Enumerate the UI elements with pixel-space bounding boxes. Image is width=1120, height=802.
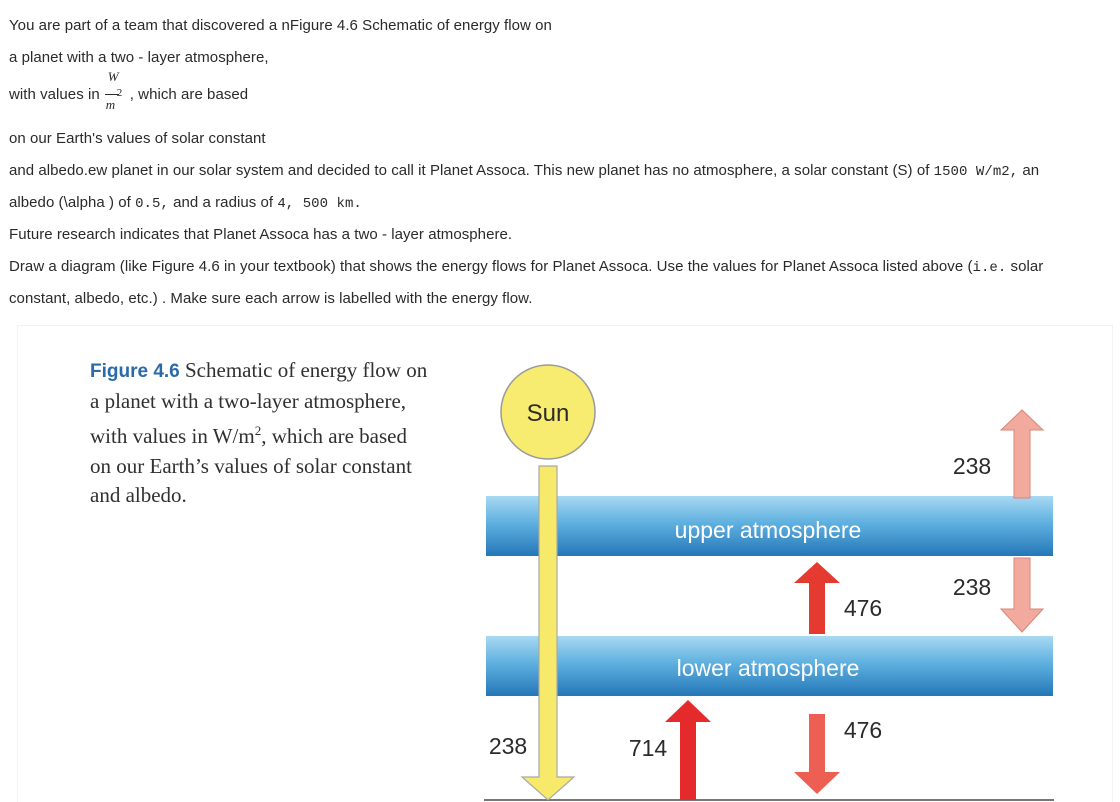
figure-caption-line-2: a planet with a two-layer atmosphere, [90,388,407,413]
figure-caption-line-4: on our Earth’s values of solar constant [90,453,412,478]
question-line-9: constant, albedo, etc.) . Make sure each arrow is labelled with the energy flow. [9,290,533,307]
question-line-6 [9,194,362,212]
figure-caption-line-3a: with values in W/m [90,424,255,448]
lower-atmosphere-up-arrow [794,562,840,634]
figure-caption-line-3b: , which are based [261,424,407,448]
lower-down-value-label: 476 [843,717,883,743]
question-line-6-text-b: and a radius of [173,194,274,211]
upper-atmosphere-label: upper atmosphere [674,517,862,543]
question-line-8-text-a: Draw a diagram (like Figure 4.6 in your textbook) that shows the energy flows for Planet Assoca. Use the values for Planet Assoca listed above ( [9,258,973,275]
upper-atmosphere-down-arrow [1001,558,1043,632]
question-line-6-text-a: albedo (\alpha ) of [9,194,131,211]
figure-caption-line-5: and albedo. [90,483,187,507]
question-line-8 [9,258,1043,276]
albedo-value: 0.5, [135,196,169,212]
upper-atmosphere-up-arrow [1001,410,1043,498]
question-line-5-text-a: and albedo.ew planet in our solar system and decided to call it Planet Assoca. This new planet has no atmosphere, a solar constant (S) of [9,162,930,179]
figure-caption-label: Figure 4.6 [90,361,180,382]
question-line-3 [9,69,249,113]
figure-caption-line-1: Schematic of energy flow on [185,358,428,382]
solar-in-value-label: 238 [488,733,528,759]
question-line-2: a planet with a two - layer atmosphere, [9,49,269,66]
question-line-4: on our Earth's values of solar constant [9,130,266,147]
lower-up-value-label: 476 [843,595,883,621]
surface-up-value-label: 714 [628,735,668,761]
question-line-8-text-b: solar [1010,258,1044,275]
upper-down-value-label: 238 [952,574,992,600]
question-line-7: Future research indicates that Planet Assoca has a two - layer atmosphere. [9,226,513,243]
fraction-denominator: m [105,97,116,113]
unit-fraction [102,69,128,113]
question-line-3-suffix: , which are based [129,86,249,103]
figure-image [18,326,1112,802]
ie-abbrev: i.e. [972,260,1007,276]
upper-up-value-label: 238 [952,453,992,479]
question-line-3-prefix: with values in [9,86,100,103]
surface-emission-arrow [665,700,711,800]
lower-atmosphere-down-arrow [794,714,840,794]
lower-atmosphere-label: lower atmosphere [676,655,860,681]
question-line-1: You are part of a team that discovered a nFigure 4.6 Schematic of energy flow on [9,17,552,34]
question-line-5 [9,162,1039,180]
energy-flow-diagram [18,326,1112,802]
solar-constant-value: 1500 W/m2, [933,164,1019,180]
radius-value: 4, 500 km. [277,196,362,212]
sun-label: Sun [526,400,570,427]
figure-caption-sup: 2 [254,423,262,438]
fraction-numerator: W [107,69,119,85]
fraction-exponent: 2 [116,87,123,100]
question-line-5-text-b: an [1022,162,1040,179]
